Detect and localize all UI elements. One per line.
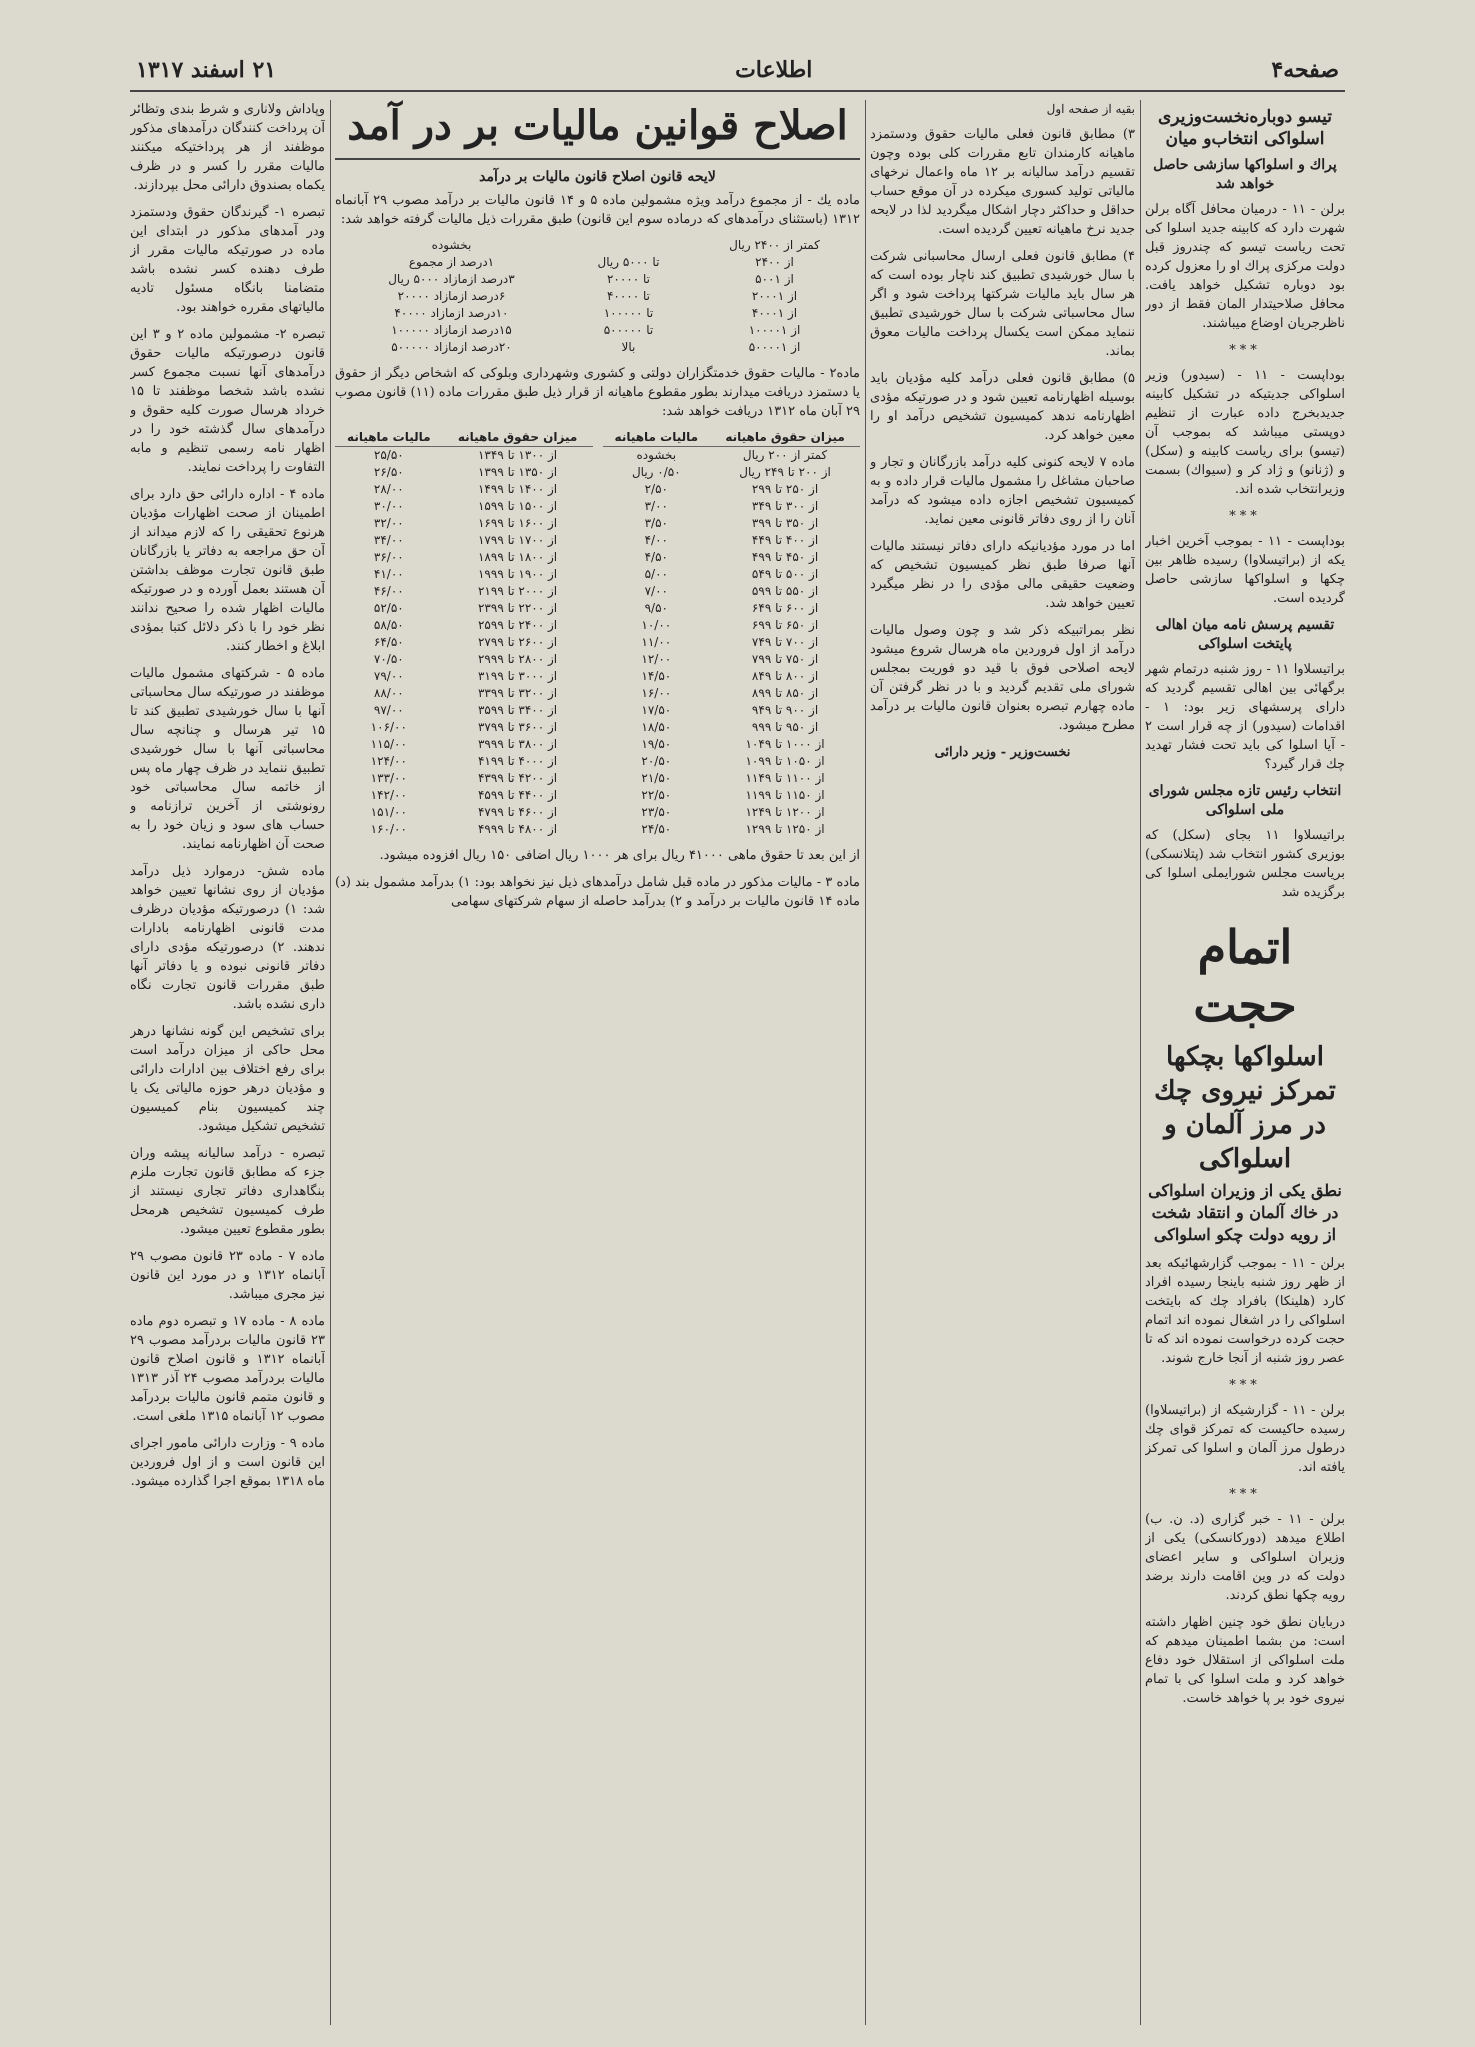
table-row bbox=[603, 753, 861, 770]
table-cell: از ۴۶۰۰ تا ۴۷۹۹ bbox=[477, 805, 558, 819]
column-divider bbox=[330, 100, 331, 2025]
table-cell: ۸۸/۰۰ bbox=[373, 686, 404, 700]
table-cell: ۱۰درصد ازمازاد ۴۰۰۰۰ bbox=[394, 306, 509, 320]
table-cell: ۵۸/۵۰ bbox=[373, 618, 404, 632]
article-paragraph: ماده۲ - مالیات حقوق خدمتگزاران دولتی و کشوری وشهرداری وبلوکی که اشخاص دیگر از حقوق یا دستمزد دریافت میدارند بطور مقطوع ماهیانه از قرار ذیل طبق مقررات ماده (۱۱) قانون مصوب ۲۹ آبان ماه ۱۳۱۲ دریافت خواهد شد: bbox=[335, 366, 860, 419]
table-cell: ۹/۵۰ bbox=[644, 601, 668, 615]
table-header: میزان حقوق ماهیانه bbox=[710, 429, 860, 447]
table-row bbox=[603, 787, 861, 804]
table-cell: از ۱۰۰۰ تا ۱۰۴۹ bbox=[745, 737, 825, 751]
table-cell: از ۲۸۰۰ تا ۲۹۹۹ bbox=[477, 652, 558, 666]
table-cell: ۲۰/۵۰ bbox=[641, 754, 672, 768]
table-cell: ۱۱۵/۰۰ bbox=[370, 737, 407, 751]
table-cell: ۲۶/۵۰ bbox=[373, 465, 404, 479]
article-paragraph: بوداپست - ۱۱ - (سیدور) وزیر اسلواکی جدیتیکه در تشکیل کابینه جدیدبخرج داده عبارت از تنظیم دوپستی میباشد که بموجب آن (تیسو) برای ریاست کابینه و (سکل) و (ژنانو) و ژاد کر و (سیواك) بسمت وزیرانتخاب شده اند. bbox=[1145, 368, 1345, 497]
article-paragraph: ماده ۳ - مالیات مذکور در ماده قبل شامل درآمدهای ذیل نیز نخواهد بود: ۱) بدرآمد مشمول بند (د) ماده ۱۴ قانون مالیات بر درآمد و ۲) بدرآمد حاصله از سهام شرکتهای سهامی bbox=[335, 875, 860, 909]
subhead-agreement: پراك و اسلواکها سازشی حاصل خواهد شد bbox=[1153, 157, 1337, 192]
table-cell: از ۱۶۰۰ تا ۱۶۹۹ bbox=[477, 516, 558, 530]
table-cell: ۱۵۱/۰۰ bbox=[370, 805, 407, 819]
article-paragraph: ماده ۷ لایحه کنونی کلیه درآمد بازرگانان و تجار و صاحبان مشاغل را مشمول مالیات قرار داده و به کمیسیون تشخیص اجازه داده میشود که درآمد آنان را از روی دفاتر قانونی معین نماید. bbox=[870, 455, 1135, 527]
table-cell: ۲۱/۵۰ bbox=[641, 771, 672, 785]
article-paragraph: ماده ۹ - وزارت دارائی مامور اجرای این قانون است و از اول فروردین ماه ۱۳۱۸ بموقع اجرا گذارده میشود. bbox=[130, 1436, 325, 1489]
table-cell: ۱۵درصد ازمازاد ۱۰۰۰۰۰ bbox=[391, 323, 512, 337]
article-paragraph: تبصره ۲- مشمولین ماده ۲ و ۳ این قانون درصورتیکه مالیات حقوق درآمدهای آنها نسبت مجموع کسر نشده باشد شخصا موظفند تا ۱۵ خرداد هرسال صورت کلیه حقوق و درآمدهای سال گذشته خود را در اظهار نامه رسمی تنظیم و مابه التفاوت را پرداخت نمایند. bbox=[130, 327, 325, 475]
table-cell: از ۲۶۰۰ تا ۲۷۹۹ bbox=[477, 635, 558, 649]
table-row bbox=[335, 770, 593, 787]
table-row bbox=[335, 322, 860, 339]
table-cell: ۰/۵۰ ریال bbox=[631, 465, 681, 479]
table-cell: ۷۰/۵۰ bbox=[373, 652, 404, 666]
table-cell: از ۱۲۰۰ تا ۱۲۴۹ bbox=[745, 805, 825, 819]
continuation-note: بقیه از صفحه اول bbox=[1046, 102, 1135, 116]
table-row bbox=[335, 447, 593, 465]
table-cell: از ۳۰۰۰ تا ۳۱۹۹ bbox=[477, 669, 558, 683]
table-cell: از ۷۰۰ تا ۷۴۹ bbox=[751, 635, 819, 649]
article-paragraph: نظر بمراتبیکه ذکر شد و چون وصول مالیات درآمد از اول فروردین ماه هرسال شروع میشود لایحه اصلاحی فوق با قید دو فوریت بمجلس شورای ملی تقدیم گردید و با در نظر گرفتن آن ماده چهارم تبصره بعنوان قانون مالیات بر درآمد مطرح میشود. bbox=[870, 623, 1135, 733]
table-cell: ۳۰/۰۰ bbox=[373, 499, 404, 513]
table-row bbox=[603, 668, 861, 685]
column-slovakia-news bbox=[1145, 100, 1345, 2025]
column-tax-law bbox=[335, 100, 860, 2025]
table-cell: از ۸۰۰ تا ۸۴۹ bbox=[751, 669, 819, 683]
table-row bbox=[335, 668, 593, 685]
table-cell: ۲۸/۰۰ bbox=[373, 482, 404, 496]
article-paragraph: ۳) مطابق قانون فعلی مالیات حقوق ودستمزد ماهیانه کارمندان تابع مقررات کلی بوده وچون تقسیم درآمد سالیانه بر ۱۲ ماه واعمال نرخهای مالیاتی تولید کسوری میکرده در آن موقع حساب حداقل و حداکثر دچار اشکال میگردید لذا در لایحه جدید نرخ ماهیانه تعیین گردیده است. bbox=[870, 127, 1135, 237]
table-cell: کمتر از ۲۴۰۰ ریال bbox=[729, 238, 820, 252]
table-cell: ۱۰۶/۰۰ bbox=[370, 720, 407, 734]
table-cell: از ۱۳۵۰ تا ۱۳۹۹ bbox=[477, 465, 558, 479]
table-cell: ۲۳/۵۰ bbox=[641, 805, 672, 819]
table-cell: ۱۲/۰۰ bbox=[641, 652, 672, 666]
article-paragraph: براتیسلاوا ۱۱ بجای (سکل) که بوزیری کشور انتخاب شد (پتلانسکی) بریاست مجلس شورایملی اسلوا کی برگزیده شد bbox=[1145, 828, 1345, 900]
table-row bbox=[335, 583, 593, 600]
article-paragraph: ماده ۷ - ماده ۲۳ قانون مصوب ۲۹ آبانماه ۱۳۱۲ و در مورد این قانون نیز مجری میباشد. bbox=[130, 1249, 325, 1302]
table-cell: کمتر از ۲۰۰ ریال bbox=[742, 448, 828, 462]
article-paragraph: تبصره ۱- گیرندگان حقوق ودستمزد ودر آمدهای مذکور در ابتدای این ماده در صورتیکه مالیات مقرر از طرف دهنده کسر نشده باشد متضامنا بانگاه مسئول تادیه مالیاتهای مقرره خواهند بود. bbox=[130, 205, 325, 315]
article-paragraph: ماده ۵ - شرکتهای مشمول مالیات موظفند در صورتیکه سال محاسباتی آنها با سال خورشیدی تطبیق کند تا ۱۵ تیر هرسال و چنانچه سال محاسباتی آنها با سال خورشیدی تطبیق ننماید در ظرف چهار ماه پس از خاتمه سال محاسباتی خود رونوشتی از آخرین ترازنامه و حساب های سود و زیان خود را به صحت آن اظهارنامه نمایند. bbox=[130, 666, 325, 852]
table-cell: ۱۸/۵۰ bbox=[641, 720, 672, 734]
table-cell: از ۲۰۰۰۱ bbox=[751, 289, 798, 303]
table-row bbox=[335, 787, 593, 804]
table-cell: از ۱۲۵۰ تا ۱۲۹۹ bbox=[745, 822, 825, 836]
table-row bbox=[335, 804, 593, 821]
table-cell: تا ۴۰۰۰۰ bbox=[606, 289, 650, 303]
table-cell bbox=[568, 237, 689, 254]
table-cell: ۱۴۲/۰۰ bbox=[370, 788, 407, 802]
table-row bbox=[335, 651, 593, 668]
table-cell: از ۲۰۰۰ تا ۲۱۹۹ bbox=[477, 584, 558, 598]
table-cell: ۱۲۴/۰۰ bbox=[370, 754, 407, 768]
table-cell: ۱۰/۰۰ bbox=[641, 618, 672, 632]
table-row bbox=[335, 736, 593, 753]
table-cell: از ۲۲۰۰ تا ۲۳۹۹ bbox=[477, 601, 558, 615]
table-row bbox=[335, 271, 860, 288]
article-paragraph: براتیسلاوا ۱۱ - روز شنبه درتمام شهر برگهائی بین اهالی تقسیم گردید که دارای پرسشهای زیر بود: ۱ - اقدامات (سیدور) از چه قرار است ۲ - آیا اسلوا کی باید تحت فشار تهدید چك قرار گیرد؟ bbox=[1145, 662, 1345, 772]
table-cell: از ۳۲۰۰ تا ۳۳۹۹ bbox=[477, 686, 558, 700]
column-divider bbox=[1140, 100, 1141, 2025]
table-cell: از ۱۴۰۰ تا ۱۴۹۹ bbox=[477, 482, 558, 496]
headline-ultimatum: اتمام حجت bbox=[1193, 920, 1297, 1032]
table-row bbox=[603, 804, 861, 821]
table-cell: از ۱۰۰۰۰۱ bbox=[748, 323, 801, 337]
table-row bbox=[335, 515, 593, 532]
table-row bbox=[603, 549, 861, 566]
table-row bbox=[335, 237, 860, 254]
article-paragraph: ماده ۴ - اداره دارائی حق دارد برای اطمینان از صحت اظهارات مؤدیان هرنوع تحقیقی را که لازم میداند از آن حق مراجعه به دفاتر یا بازرگانان طبق قانون تجارت موظف بداشتن آن هستند بعمل آورده و در صورتیکه مالیات اظهار شده را صحیح ندانند نظر خود را با ذکر دلائل کتبا بمؤدی ابلاغ و اخطار کنند. bbox=[130, 487, 325, 654]
article-paragraph: برلن - ۱۱ - درمیان محافل آگاه برلن شهرت دارد که کابینه جدید اسلوا کی تحت ریاست تیسو که چندروز قبل دولت مرکزی پراك او را معزول کرده بود دوباره تشکیل خواهد یافت. محافل صلاحیتدار المان فقط از دور ناظرجریان اوضاع میباشند. bbox=[1145, 202, 1345, 331]
table-row bbox=[335, 532, 593, 549]
table-cell: از ۴۰۰۰۱ bbox=[751, 306, 798, 320]
table-cell: از ۳۰۰ تا ۳۴۹ bbox=[751, 499, 819, 513]
table-cell: از ۲۴۰۰ bbox=[755, 255, 794, 269]
column-continuation bbox=[870, 100, 1135, 2025]
table-cell: ۴۶/۰۰ bbox=[373, 584, 404, 598]
table-row bbox=[335, 634, 593, 651]
table-cell: ۱۷/۵۰ bbox=[641, 703, 672, 717]
income-tax-table bbox=[335, 237, 860, 356]
table-cell: ۲۲/۵۰ bbox=[641, 788, 672, 802]
subhead-questionnaire: تقسیم پرسش نامه میان اهالی پایتخت اسلواکی bbox=[1155, 617, 1335, 652]
table-cell: از ۴۲۰۰ تا ۴۳۹۹ bbox=[477, 771, 558, 785]
article-paragraph: برای تشخیص این گونه نشانها درهر محل حاکی از میزان درآمد است برای رفع اختلاف بین ادارات دارائی و مؤدیان درهر حوزه مالیاتی یک یا چند کمیسیون بنام کمیسیون تشخیص تشکیل میشود. bbox=[130, 1024, 325, 1134]
table-row bbox=[603, 685, 861, 702]
article-paragraph: ۵) مطابق قانون فعلی درآمد کلیه مؤدیان باید بوسیله اظهارنامه تعیین شود و در صورتیکه مؤدی اظهارنامه ندهد کمیسیون تشخیص درآمد او را معین خواهد کرد. bbox=[870, 371, 1135, 443]
table-cell: از ۳۶۰۰ تا ۳۷۹۹ bbox=[477, 720, 558, 734]
subhead-parliament: انتخاب رئیس تازه مجلس شورای ملی اسلواکی bbox=[1148, 783, 1342, 818]
table-row bbox=[335, 498, 593, 515]
table-cell: از ۳۵۰ تا ۳۹۹ bbox=[751, 516, 819, 530]
table-cell: ۶درصد ازمازاد ۲۰۰۰۰ bbox=[397, 289, 506, 303]
table-row bbox=[603, 498, 861, 515]
table-row bbox=[335, 821, 593, 838]
table-cell: از ۲۰۰ تا ۲۴۹ ریال bbox=[739, 465, 831, 479]
table-row bbox=[335, 288, 860, 305]
table-cell: ۳درصد ازمازاد ۵۰۰۰ ریال bbox=[388, 272, 515, 286]
table-header: مالیات ماهیانه bbox=[335, 429, 443, 447]
table-row bbox=[335, 719, 593, 736]
table-row bbox=[603, 515, 861, 532]
table-row bbox=[335, 339, 860, 356]
article-paragraph: برلن - ۱۱ - بموجب گزارشهائیکه بعد از ظهر روز شنبه باینجا رسیده افراد کارد (هلینکا) بافراد چك که بایتخت اسلواکی را در اشغال نموده اند اتمام حجت کرده درخواست نموده اند که تا عصر روز شنبه از آنجا خارج شوند. bbox=[1145, 1256, 1345, 1366]
table-cell: ۱۹/۵۰ bbox=[641, 737, 672, 751]
table-cell: ۱۱/۰۰ bbox=[641, 635, 672, 649]
table-cell: ۲۰درصد ازمازاد ۵۰۰۰۰۰ bbox=[391, 340, 512, 354]
table-row bbox=[335, 549, 593, 566]
table-cell: بخشوده bbox=[431, 238, 472, 252]
article-paragraph: دربایان نطق خود چنین اظهار داشته است: من بشما اطمینان میدهم که ملت اسلواکی از استقلال خود دفاع خواهد کرد و ملت اسلوا کی با تمام نیروی خود بر پا خواهد خاست. bbox=[1145, 1615, 1345, 1706]
article-paragraph: ۴) مطابق قانون فعلی ارسال محاسبانی شرکت با سال خورشیدی تطبیق کند ناچار بوده است که هر سال باید مالیات شرکتها پرداخت شود و اگر سال محاسباتی شرکت با سال خورشیدی تطبیق ننماید ممکن است یکسال پرداخت مالیات معوق بماند. bbox=[870, 249, 1135, 359]
table-cell: ۱۳۳/۰۰ bbox=[370, 771, 407, 785]
table-cell: از ۴۸۰۰ تا ۴۹۹۹ bbox=[477, 822, 558, 836]
table-row bbox=[335, 702, 593, 719]
table-cell: از ۱۸۰۰ تا ۱۸۹۹ bbox=[477, 550, 558, 564]
table-cell: ۶۴/۵۰ bbox=[373, 635, 404, 649]
table-cell: ۳۴/۰۰ bbox=[373, 533, 404, 547]
table-row bbox=[603, 634, 861, 651]
table-cell: ۴/۰۰ bbox=[644, 533, 668, 547]
table-cell: از ۲۵۰ تا ۲۹۹ bbox=[751, 482, 819, 496]
table-cell: ۲۵/۵۰ bbox=[373, 448, 404, 462]
article-paragraph: از این بعد تا حقوق ماهی ۴۱۰۰۰ ریال برای هر ۱۰۰۰ ریال اضافی ۱۵۰ ریال افزوده میشود. bbox=[379, 848, 860, 863]
table-row bbox=[603, 719, 861, 736]
table-cell: از ۹۰۰ تا ۹۴۹ bbox=[751, 703, 819, 717]
table-cell: تا ۱۰۰۰۰۰ bbox=[603, 306, 654, 320]
table-cell: ۱۴/۵۰ bbox=[641, 669, 672, 683]
table-cell: از ۱۱۵۰ تا ۱۱۹۹ bbox=[745, 788, 825, 802]
table-cell: از ۱۹۰۰ تا ۱۹۹۹ bbox=[477, 567, 558, 581]
table-cell: از ۳۴۰۰ تا ۳۵۹۹ bbox=[477, 703, 558, 717]
table-row bbox=[335, 617, 593, 634]
headline-tiso: تیسو دوباره‌نخست‌وزیری اسلواکی انتخاب‌و میان bbox=[1158, 107, 1332, 149]
table-header: میزان حقوق ماهیانه bbox=[443, 429, 593, 447]
table-cell: از ۹۵۰ تا ۹۹۹ bbox=[751, 720, 819, 734]
article-paragraph: وپاداش ولاناری و شرط بندی وتظائر آن پرداخت کنندگان درآمدهای مذکور موظفند از هر پرداختیکه میکنند مالیات مقرر را کسر و در ظرف یکماه بصندوق دارائی محل بپردازند. bbox=[130, 102, 325, 193]
table-cell: از ۳۸۰۰ تا ۳۹۹۹ bbox=[477, 737, 558, 751]
table-cell: ۳۲/۰۰ bbox=[373, 516, 404, 530]
table-cell: از ۴۰۰ تا ۴۴۹ bbox=[751, 533, 819, 547]
table-row bbox=[335, 685, 593, 702]
separator: *** bbox=[1229, 343, 1261, 358]
masthead bbox=[130, 50, 1345, 92]
signature: نخست‌وزیر - وزیر دارائی bbox=[934, 745, 1071, 760]
table-cell: ۲/۵۰ bbox=[644, 482, 668, 496]
table-row bbox=[603, 532, 861, 549]
table-cell: از ۱۷۰۰ تا ۱۷۹۹ bbox=[477, 533, 558, 547]
table-cell: ۱۶/۰۰ bbox=[641, 686, 672, 700]
table-cell: از ۷۵۰ تا ۷۹۹ bbox=[751, 652, 819, 666]
table-cell: ۱۶۰/۰۰ bbox=[370, 822, 407, 836]
main-headline: اصلاح قوانین مالیات بر در آمد bbox=[335, 100, 860, 160]
column-law-continued bbox=[130, 100, 325, 2025]
table-row bbox=[603, 736, 861, 753]
table-cell: ۴/۵۰ bbox=[644, 550, 668, 564]
issue-date: ۲۱ اسفند ۱۳۱۷ bbox=[136, 57, 277, 83]
table-row bbox=[603, 447, 861, 465]
table-cell: تا ۵۰۰۰۰۰ bbox=[603, 323, 654, 337]
table-cell: از ۴۵۰ تا ۴۹۹ bbox=[751, 550, 819, 564]
table-row bbox=[335, 481, 593, 498]
separator: *** bbox=[1229, 1487, 1261, 1502]
table-cell: ۵/۰۰ bbox=[644, 567, 668, 581]
table-row bbox=[603, 651, 861, 668]
table-cell: از ۵۰۰۱ bbox=[755, 272, 794, 286]
table-cell: تا ۲۰۰۰۰ bbox=[606, 272, 650, 286]
table-cell: از ۱۱۰۰ تا ۱۱۴۹ bbox=[745, 771, 825, 785]
table-cell: از ۴۰۰۰ تا ۴۱۹۹ bbox=[477, 754, 558, 768]
article-paragraph: برلن - ۱۱ - گزارشیکه از (براتیسلاوا) رسیده حاکیست که تمرکز قوای چك درطول مرز آلمان و اسلوا کی تمرکز یافته اند. bbox=[1145, 1403, 1345, 1475]
table-cell: از ۱۳۰۰ تا ۱۳۴۹ bbox=[477, 448, 558, 462]
table-cell: بالا bbox=[621, 340, 636, 354]
table-cell: از ۵۵۰ تا ۵۹۹ bbox=[751, 584, 819, 598]
table-cell: ۱درصد از مجموع bbox=[408, 255, 495, 269]
article-paragraph: تبصره - درآمد سالیانه پیشه وران جزء که مطابق قانون تجارت ملزم بنگاهداری دفاتر تجاری نیستند از طرف کمیسیون تشخیص هرمحل بطور مقطوع تعیین میشود. bbox=[130, 1146, 325, 1237]
table-row bbox=[335, 254, 860, 271]
article-paragraph: ماده یك - از مجموع درآمد ویژه مشمولین ماده ۵ و ۱۴ قانون مالیات بر درآمد مصوب ۲۹ آبانماه ۱۳۱۲ (باستثنای درآمدهای که درماده سوم این قانون) طبق مقررات ذیل مالیات گرفته خواهد شد: bbox=[335, 193, 860, 227]
table-row bbox=[603, 821, 861, 838]
table-cell: از ۵۰۰ تا ۵۴۹ bbox=[751, 567, 819, 581]
salary-tax-tables bbox=[335, 429, 860, 838]
column-divider bbox=[865, 100, 866, 2025]
table-row bbox=[603, 600, 861, 617]
bill-title: لایحه قانون اصلاح قانون مالیات بر درآمد bbox=[479, 169, 716, 185]
table-row bbox=[603, 770, 861, 787]
salary-tax-table-right bbox=[603, 429, 861, 838]
table-cell: ۴۱/۰۰ bbox=[373, 567, 404, 581]
table-cell: ۷۹/۰۰ bbox=[373, 669, 404, 683]
table-cell: از ۲۴۰۰ تا ۲۵۹۹ bbox=[477, 618, 558, 632]
table-cell: ۳۶/۰۰ bbox=[373, 550, 404, 564]
table-cell: ۳/۰۰ bbox=[644, 499, 668, 513]
table-row bbox=[603, 464, 861, 481]
table-row bbox=[603, 617, 861, 634]
table-row bbox=[335, 566, 593, 583]
table-cell: ۷/۰۰ bbox=[644, 584, 668, 598]
table-cell: از ۱۰۵۰ تا ۱۰۹۹ bbox=[745, 754, 825, 768]
table-cell: از ۶۰۰ تا ۶۴۹ bbox=[751, 601, 819, 615]
table-header: مالیات ماهیانه bbox=[603, 429, 711, 447]
table-cell: از ۴۴۰۰ تا ۴۵۹۹ bbox=[477, 788, 558, 802]
table-row bbox=[603, 583, 861, 600]
table-cell: ۳/۵۰ bbox=[644, 516, 668, 530]
article-paragraph: ماده ۸ - ماده ۱۷ و تبصره دوم ماده ۲۳ قانون مالیات بردرآمد مصوب ۲۹ آبانماه ۱۳۱۲ و قانون اصلاح قانون مالیات بردرآمد مصوب ۲۴ آذر ۱۳۱۳ و قانون متمم قانون مالیات بردرآمد مصوب ۱۲ آبانماه ۱۳۱۵ ملغی است. bbox=[130, 1314, 325, 1424]
table-row bbox=[335, 753, 593, 770]
table-cell: از ۶۵۰ تا ۶۹۹ bbox=[751, 618, 819, 632]
table-cell: تا ۵۰۰۰ ریال bbox=[597, 255, 660, 269]
table-cell: بخشوده bbox=[636, 448, 677, 462]
subhead-speech: نطق یکی از وزیران اسلواکی در خاك آلمان و انتقاد شخت از رویه دولت چکو اسلواکی bbox=[1148, 1181, 1342, 1244]
table-row bbox=[603, 702, 861, 719]
table-row bbox=[335, 464, 593, 481]
table-cell: از ۱۵۰۰ تا ۱۵۹۹ bbox=[477, 499, 558, 513]
article-paragraph: برلن - ۱۱ - خبر گزاری (د. ن. ب) اطلاع میدهد (دورکانسکی) یکی از وزیران اسلواکی و سایر اعضای دولت که در وین اقامت دارند برضد رویه چکها نطق کردند. bbox=[1145, 1512, 1345, 1603]
article-paragraph: بوداپست - ۱۱ - بموجب آخرین اخبار یکه از (براتیسلاوا) رسیده ظاهر بین چکها و اسلواکها سازشی حاصل گردیده است. bbox=[1145, 534, 1345, 606]
table-cell: ۹۷/۰۰ bbox=[373, 703, 404, 717]
table-row bbox=[603, 481, 861, 498]
table-row bbox=[335, 600, 593, 617]
newspaper-name: اطلاعات bbox=[735, 57, 813, 83]
table-cell: از ۵۰۰۰۰۱ bbox=[748, 340, 801, 354]
table-cell: ۲۴/۵۰ bbox=[641, 822, 672, 836]
table-cell: ۵۲/۵۰ bbox=[373, 601, 404, 615]
article-paragraph: ماده شش- درموارد ذیل درآمد مؤدیان از روی نشانها تعیین خواهد شد: ۱) درصورتیکه مؤدیان درظرف مدت قانونی اظهارنامه بادارات ندهند. ۲) درصورتیکه مؤدی دارای دفاتر قانونی نبوده و یا دفاتر آنها طبق مقررات قانون تجارت نگاه داری نشده باشد. bbox=[130, 864, 325, 1012]
headline-troops: اسلواکها بچکها تمرکز نیروی چك در مرز آلمان و اسلواکی bbox=[1154, 1042, 1336, 1174]
separator: *** bbox=[1229, 509, 1261, 524]
separator: *** bbox=[1229, 1378, 1261, 1393]
table-cell: از ۸۵۰ تا ۸۹۹ bbox=[751, 686, 819, 700]
page-number: صفحه۴ bbox=[1271, 57, 1339, 83]
salary-tax-table-left bbox=[335, 429, 593, 838]
table-row bbox=[335, 305, 860, 322]
table-row bbox=[603, 566, 861, 583]
article-paragraph: اما در مورد مؤدیانیکه دارای دفاتر نیستند مالیات آنها صرفا طبق نظر کمیسیون تشخیص که وضعیت حقیقی مالی مؤدی را در نظر میگیرد تعیین خواهد شد. bbox=[870, 539, 1135, 611]
